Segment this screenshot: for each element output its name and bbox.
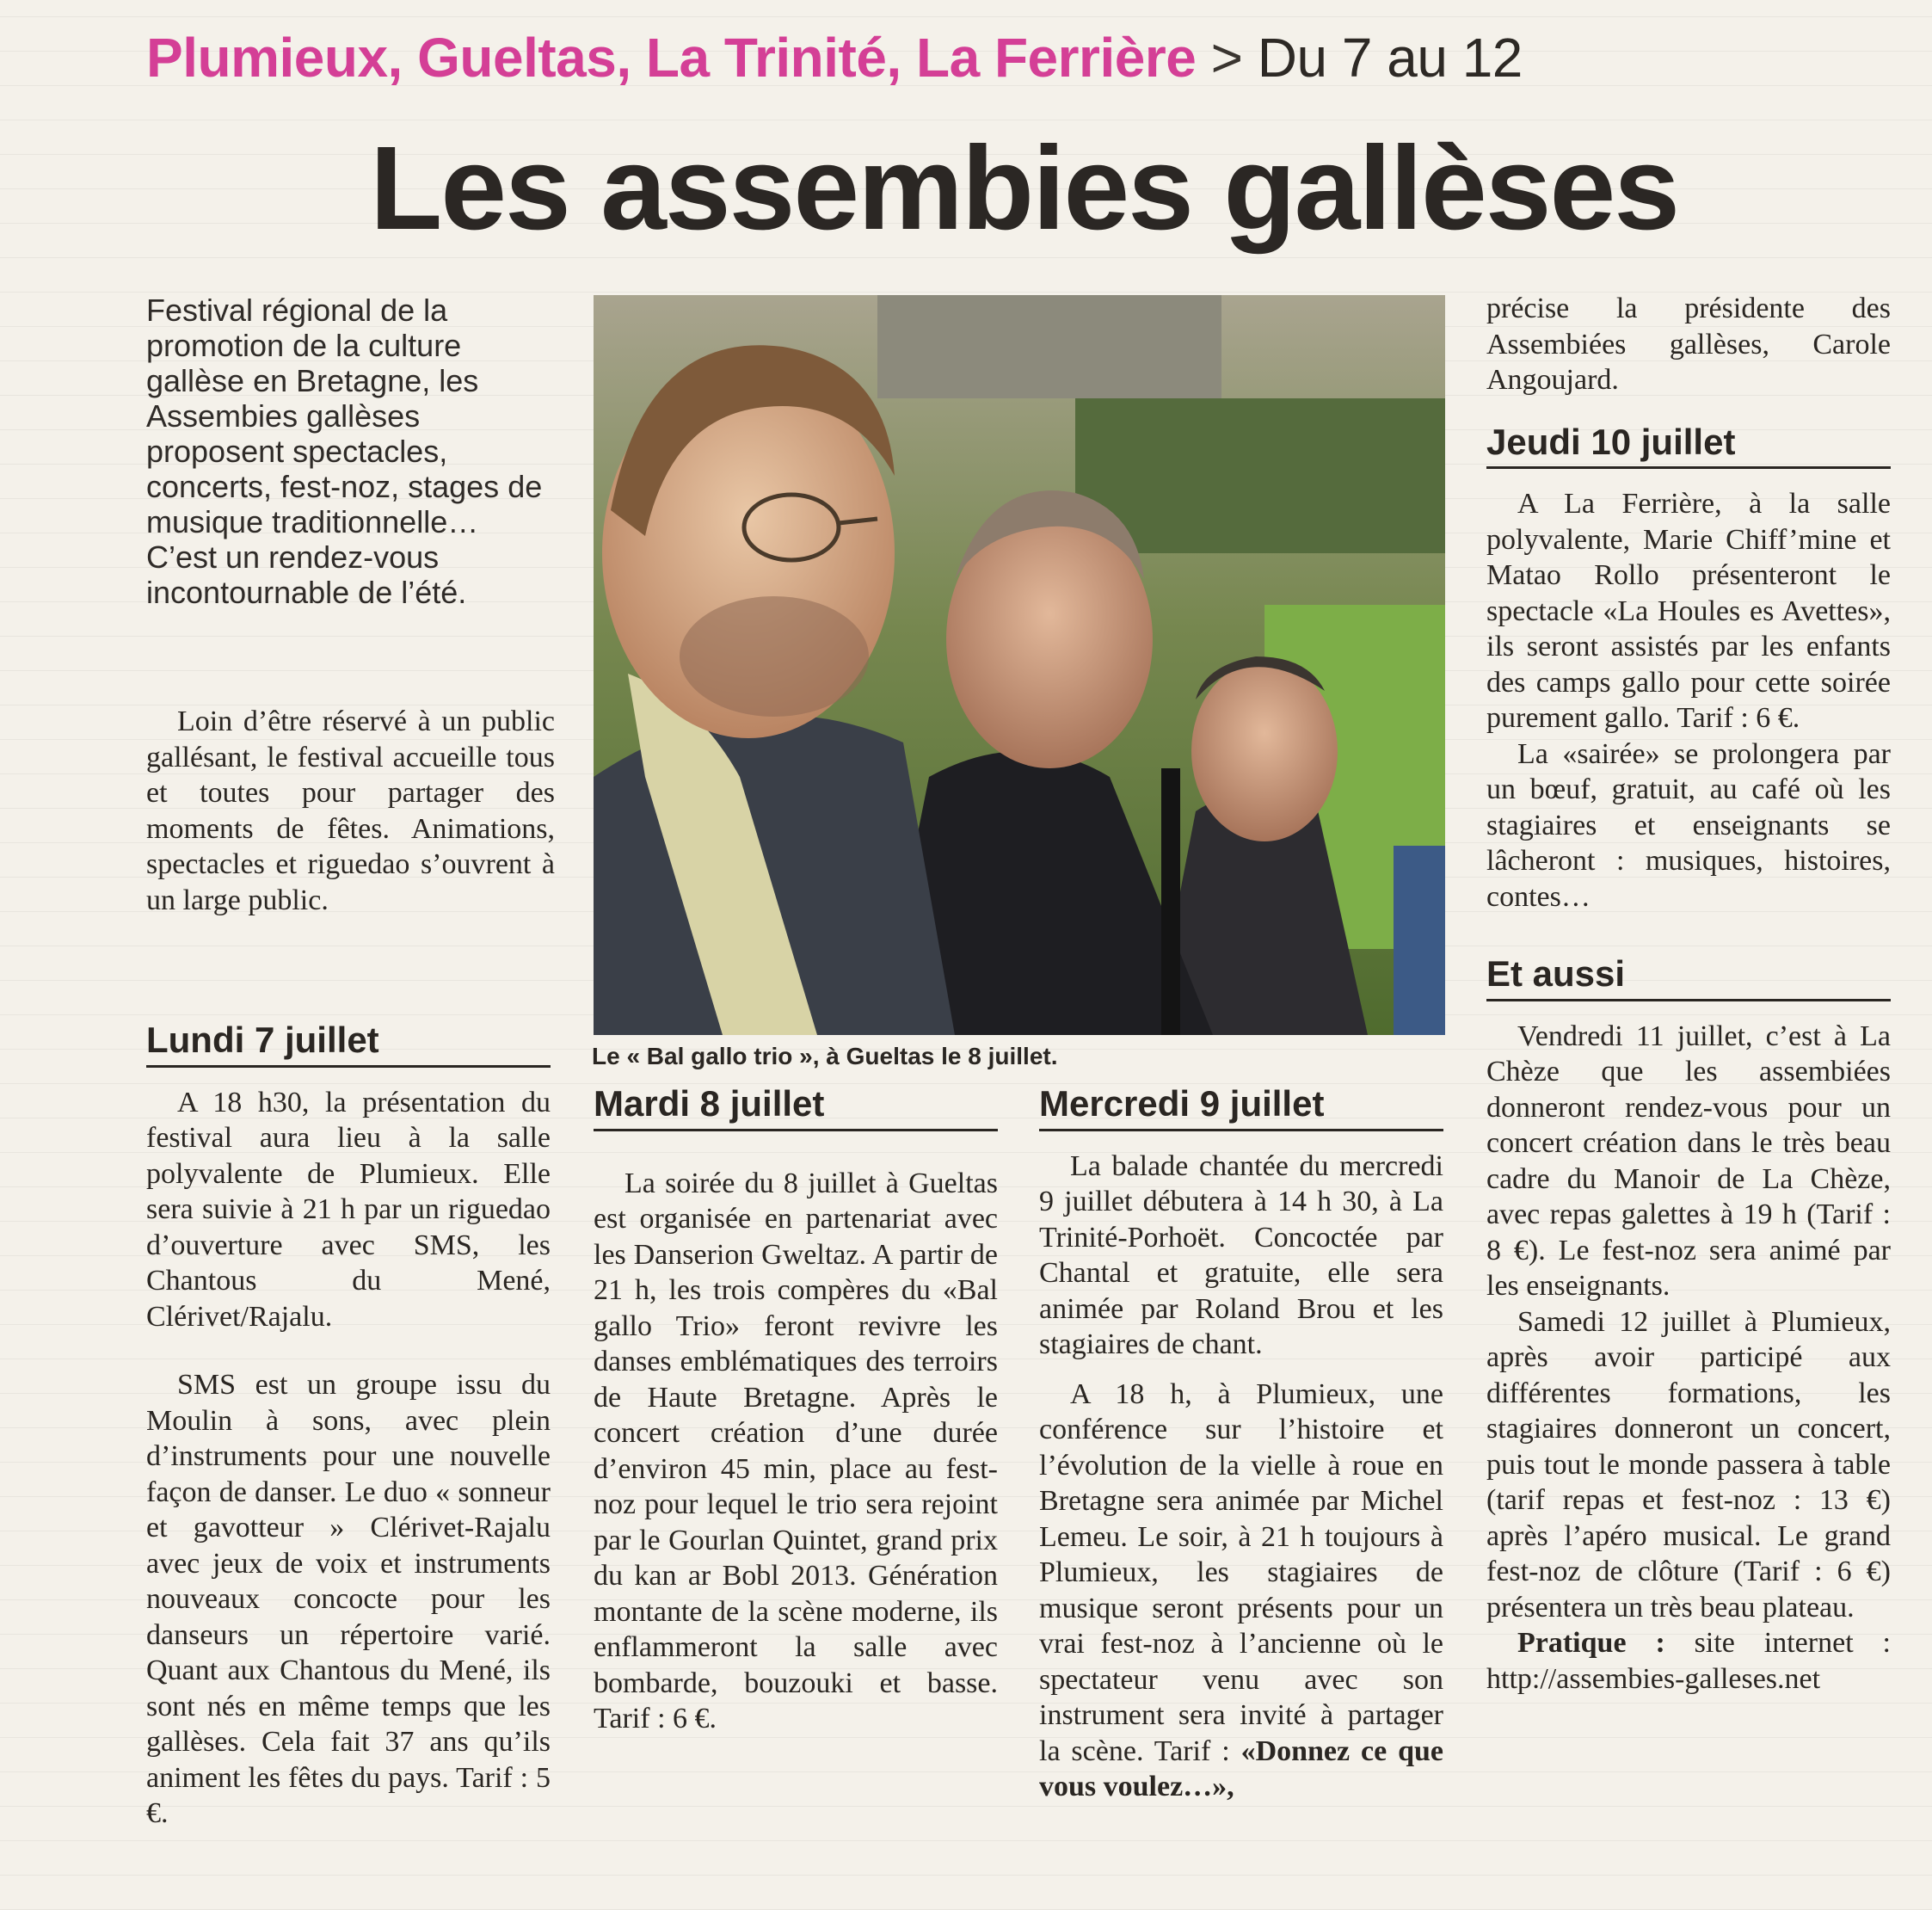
kicker-places: Plumieux, Gueltas, La Trinité, La Ferrière [146,27,1197,89]
article-photo [594,295,1445,1035]
column-lundi [146,1022,551,1832]
heading-lundi: Lundi 7 juillet [146,1022,551,1068]
headline: Les assembies gallèses [370,122,1679,255]
jeudi-paragraph-1: A La Ferrière, à la salle polyvalente, Marie Chiff’mine et Matao Rollo présenteront le spectacle «La Houles es Avettes», ils seront assistés par les enfants des camps gallo pour cette soirée purement gallo. Tarif : 6 €. [1486,488,1891,734]
lundi-paragraph-2: SMS est un groupe issu du Moulin à sons, avec plein d’instruments pour une nouvelle façon de danser. Le duo « sonneur et gavotteur » Clérivet-Rajalu avec jeux de voix et instruments nouveaux concocte pour les danseurs un répertoire varié. Quant aux Chantous du Mené, ils sont nés en même temps que les gallèses. Cela fait 37 ans qu’ils animent les fêtes du pays. Tarif : 5 €. [146,1369,551,1829]
jeudi-paragraph-2: La «sairée» se prolongera par un bœuf, gratuit, au café où les stagiaires et enseignants se lâcheront : musiques, histoires, contes… [1486,737,1891,913]
heading-mardi: Mardi 8 juillet [594,1086,998,1131]
kicker-arrow: > [1210,27,1243,89]
photo-caption: Le « Bal gallo trio », à Gueltas le 8 juillet. [592,1043,1058,1069]
aussi-paragraph-1: Vendredi 11 juillet, c’est à La Chèze que les assembiées donneront rendez-vous pour un concert création dans le très beau cadre du Manoir de La Chèze, avec repas galettes à 19 h (Tarif : 8 €). Le fest-noz sera animé par les enseignants. [1486,1020,1891,1302]
pratique-paragraph [1486,1625,1891,1697]
lead-paragraph: Festival régional de la promotion de la culture gallèse en Bretagne, les Assembies gallèses proposent spectacles, concerts, fest-noz, stages de musique traditionnelle… C’est un rendez-vous incontournable de l’été. [146,293,543,610]
intro-column [146,704,555,918]
pratique-text: site internet : http://assembies-galleses.net [1486,1627,1891,1695]
lundi-paragraph-1: A 18 h30, la présentation du festival aura lieu à la salle polyvalente de Plumieux. Elle sera suivie à 21 h par un riguedao d’ouverture avec SMS, les Chantous du Mené, Clérivet/Rajalu. [146,1086,551,1333]
mercredi-paragraph-2 [1039,1377,1443,1805]
column-mercredi [1039,1083,1444,1805]
mardi-paragraph-1: La soirée du 8 juillet à Gueltas est organisée en partenariat avec les Danserion Gweltaz. A partir de 21 h, les trois compères du «Bal gallo Trio» feront revivre les danses emblématiques des terroirs de Haute Bretagne. Après le concert création d’une durée d’environ 45 min, place au fest-noz pour lequel le trio sera rejoint par le Gourlan Quintet, grand prix du kan ar Bobl 2013. Génération montante de la scène moderne, ils enflammeront la salle avec bombarde, bouzouki et basse. Tarif : 6 €. [594,1167,998,1734]
column-mardi [594,1083,998,1737]
heading-mercredi: Mercredi 9 juillet [1039,1086,1443,1131]
intro-paragraph: Loin d’être réservé à un public gallésant, le festival accueille tous et toutes pour partager des moments de fêtes. Animations, spectacles et riguedao s’ouvrent à un large public. [146,705,555,916]
kicker-dates: Du 7 au 12 [1257,27,1523,89]
photo-illustration [594,295,1445,1035]
heading-jeudi: Jeudi 10 juillet [1486,424,1891,470]
heading-et-aussi: Et aussi [1486,956,1891,1001]
pratique-label: Pratique : [1517,1627,1665,1659]
column-right [1486,291,1891,1697]
mercredi-p2-text: A 18 h, à Plumieux, une conférence sur l’histoire et l’évolution de la vielle à roue en Bretagne sera animée par Michel Lemeu. Le soir, à 21 h toujours à Plumieux, les stagiaires de musique seront présents pour un vrai fest-noz à l’ancienne où le spectateur venu avec son instrument sera invité à partager la scène. Tarif : [1039,1377,1443,1767]
kicker-line [146,26,1523,89]
mercredi-paragraph-1: La balade chantée du mercredi 9 juillet débutera à 14 h 30, à La Trinité-Porhoët. Concoctée par Chantal et gratuite, elle sera animée par Roland Brou et les stagiaires de chant. [1039,1149,1443,1360]
right-continuation: précise la présidente des Assembiées gallèses, Carole Angoujard. [1486,293,1891,396]
aussi-paragraph-2: Samedi 12 juillet à Plumieux, après avoir participé aux différentes formations, les stagiaires donneront un concert, puis tout le monde passera à table (tarif repas et fest-noz : 13 €) après l’apéro musical. Le grand fest-noz de clôture (Tarif : 6 €) présentera un très beau plateau. [1486,1305,1891,1624]
mercredi-p2-bold: «Donnez ce que vous voulez…», [1039,1734,1444,1802]
